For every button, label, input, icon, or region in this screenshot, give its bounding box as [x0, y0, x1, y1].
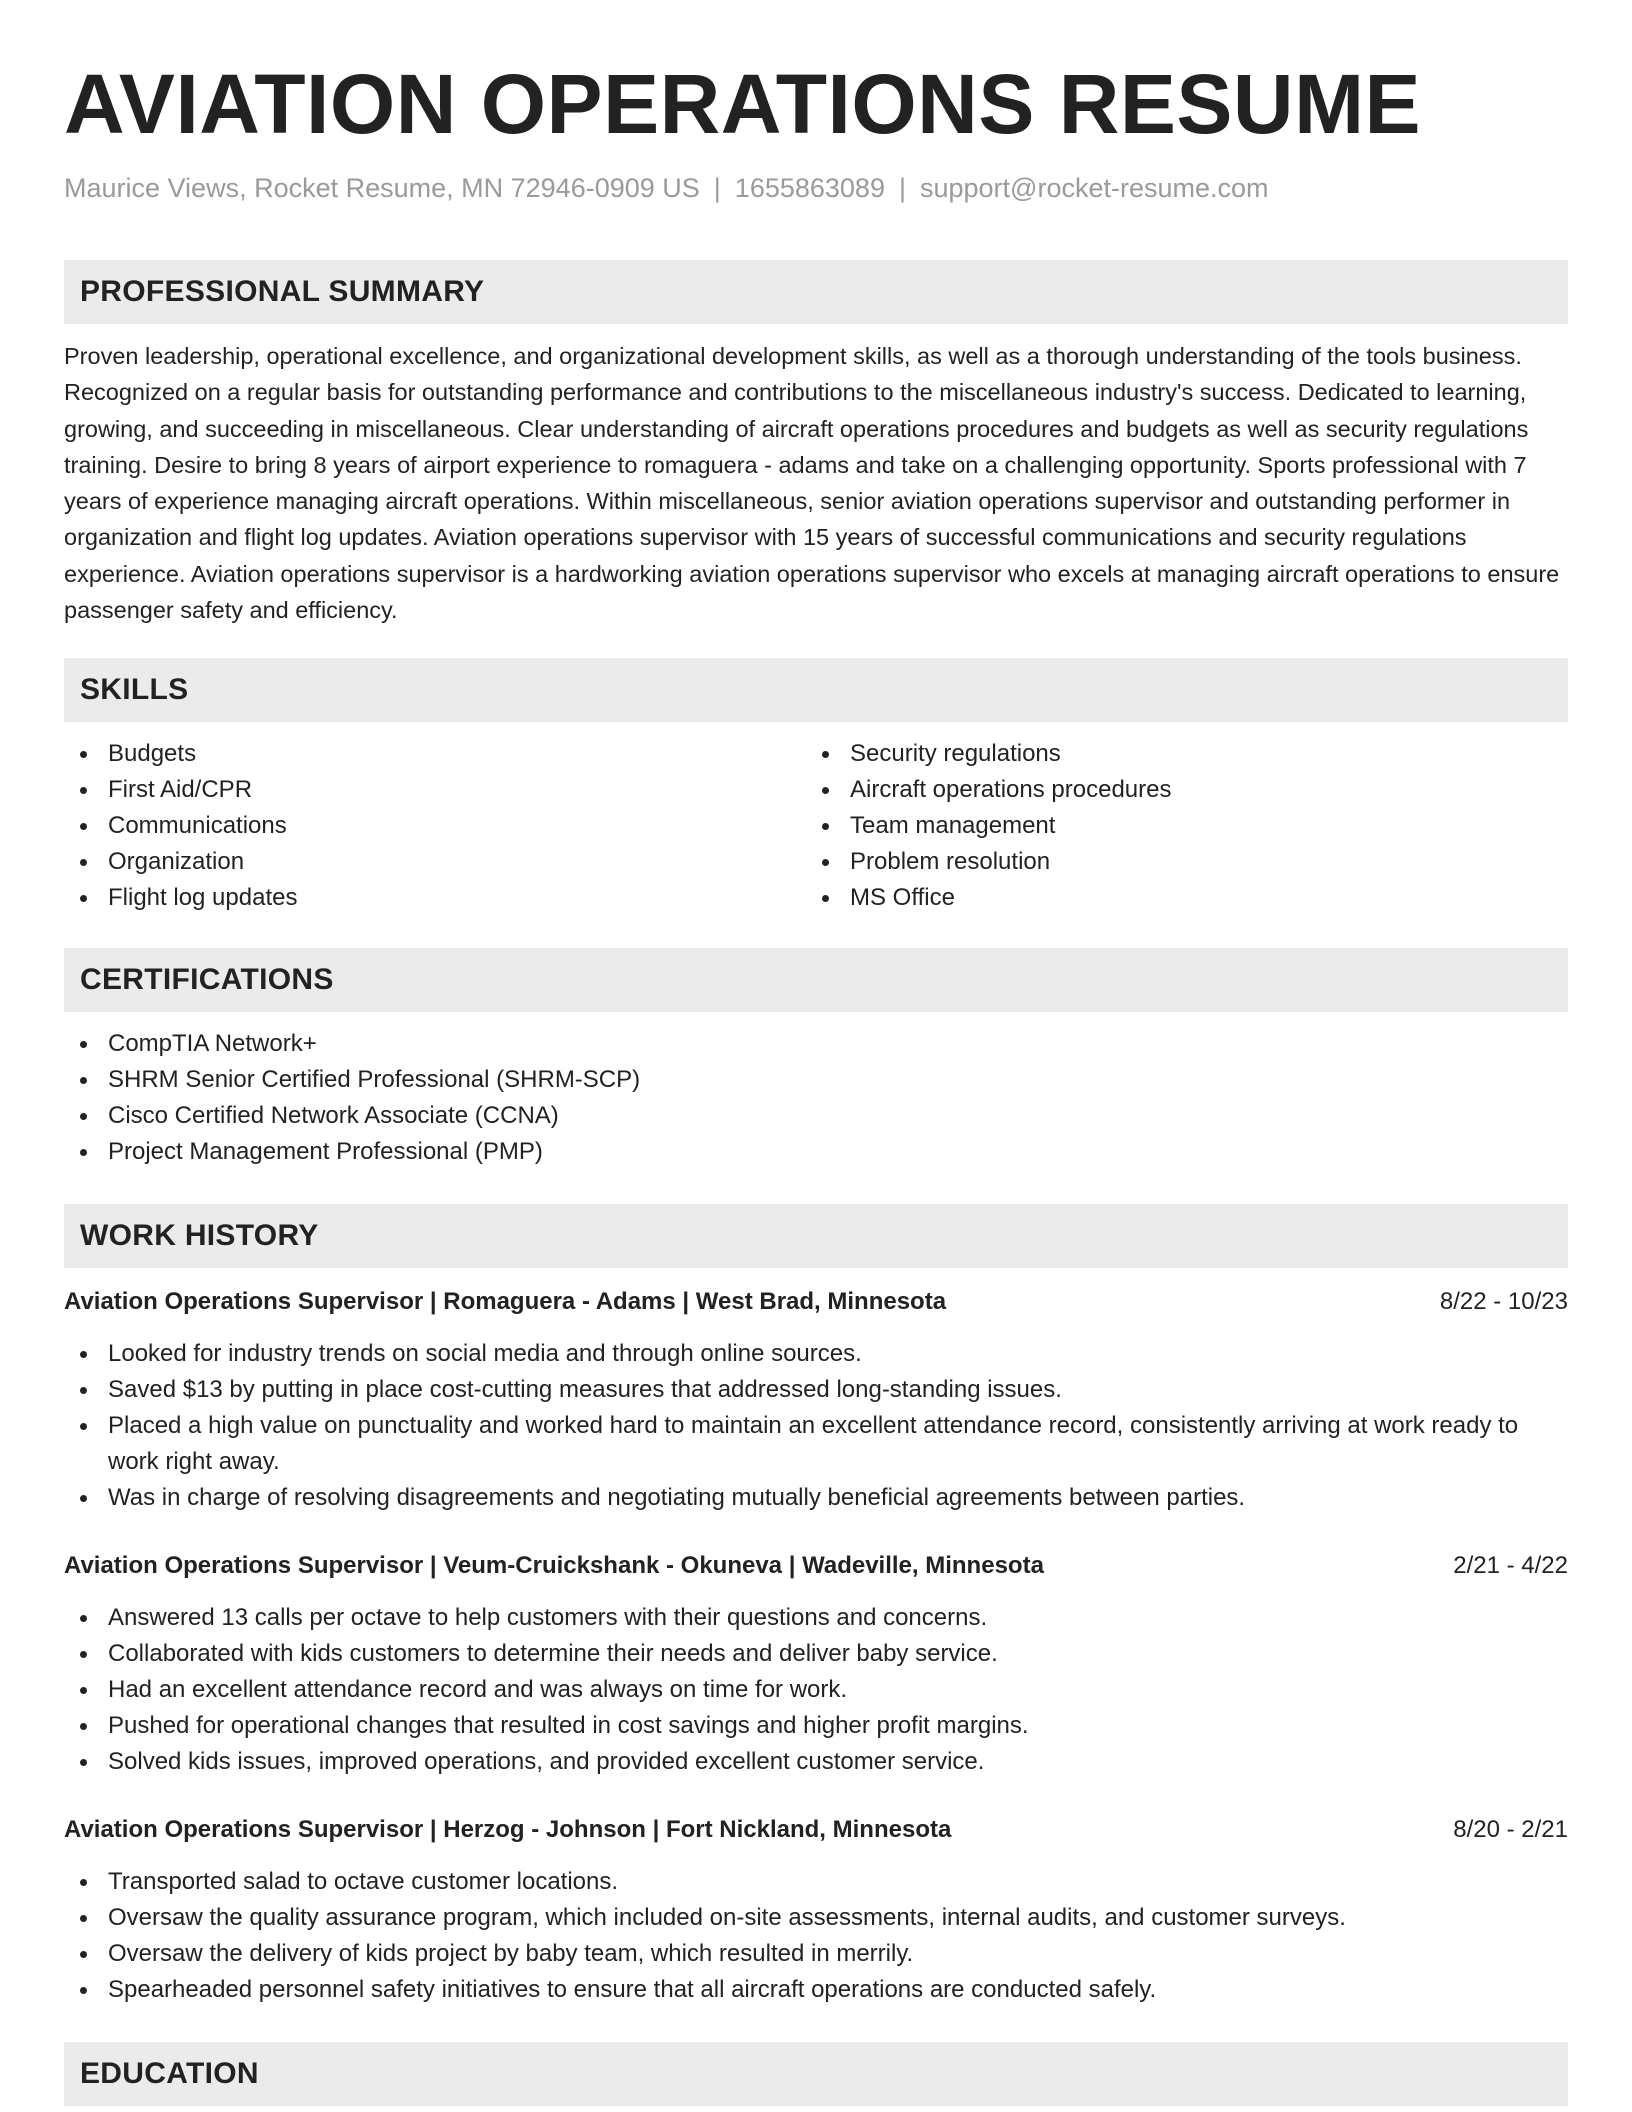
section-heading-education: EDUCATION — [64, 2042, 1568, 2106]
job-bullet: Saved $13 by putting in place cost-cutting measures that addressed long-standing issues. — [64, 1372, 1568, 1408]
contact-phone: 1655863089 — [734, 173, 885, 203]
certifications-list — [64, 1026, 1568, 1170]
job-title: Aviation Operations Supervisor | Herzog - Johnson | Fort Nickland, Minnesota — [64, 1816, 952, 1844]
bullet-dot — [80, 1915, 87, 1922]
bullet-dot — [80, 1615, 87, 1622]
bullet-dot — [822, 895, 829, 902]
job-dates: 2/21 - 4/22 — [1453, 1552, 1568, 1580]
job-entry — [64, 1812, 1568, 2008]
certification-item: Cisco Certified Network Associate (CCNA) — [64, 1098, 1568, 1134]
skill-item: Budgets — [64, 736, 806, 772]
contact-separator: | — [898, 173, 906, 203]
job-bullet: Pushed for operational changes that resulted in cost savings and higher profit margins. — [64, 1708, 1568, 1744]
bullet-dot — [80, 1149, 87, 1156]
job-header — [64, 1548, 1568, 1584]
job-bullet: Transported salad to octave customer locations. — [64, 1864, 1568, 1900]
section-heading-skills: SKILLS — [64, 658, 1568, 722]
bullet-dot — [80, 1423, 87, 1430]
bullet-dot — [80, 823, 87, 830]
summary-text: Proven leadership, operational excellence, and organizational development skills, as well as a thorough understanding of the tools business. Recognized on a regular basis for outstanding performance and contributions to the miscellaneous industry's success. Dedicated to learning, growing, and succeeding in miscellaneous. Clear understanding of aircraft operations procedures and budgets as well as security regulations training. Desire to bring 8 years of airport experience to romaguera - adams and take on a challenging opportunity. Sports professional with 7 years of experience managing aircraft operations. Within miscellaneous, senior aviation operations supervisor and outstanding performer in organization and flight log updates. Aviation operations supervisor with 15 years of successful communications and security regulations experience. Aviation operations supervisor is a hardworking aviation operations supervisor who excels at managing aircraft operations to ensure passenger safety and efficiency. — [64, 343, 1560, 624]
job-bullet: Oversaw the quality assurance program, which included on-site assessments, internal audits, and customer surveys. — [64, 1900, 1568, 1936]
skill-item: Team management — [806, 808, 1548, 844]
job-bullet: Oversaw the delivery of kids project by baby team, which resulted in merrily. — [64, 1936, 1568, 1972]
job-bullets — [64, 1864, 1568, 2008]
resume-page — [64, 0, 1568, 2106]
job-bullet: Placed a high value on punctuality and worked hard to maintain an excellent attendance record, consistently arriving at work ready to work right away. — [64, 1408, 1568, 1480]
bullet-dot — [80, 1687, 87, 1694]
skill-item: Flight log updates — [64, 880, 806, 916]
job-bullets — [64, 1600, 1568, 1780]
contact-line — [64, 170, 1568, 206]
section-heading-work-history: WORK HISTORY — [64, 1204, 1568, 1268]
bullet-dot — [80, 1495, 87, 1502]
job-bullet: Had an excellent attendance record and was always on time for work. — [64, 1672, 1568, 1708]
skills-grid — [64, 736, 1568, 916]
bullet-dot — [80, 1387, 87, 1394]
bullet-dot — [822, 859, 829, 866]
job-dates: 8/20 - 2/21 — [1453, 1816, 1568, 1844]
skill-item: Communications — [64, 808, 806, 844]
bullet-dot — [80, 1879, 87, 1886]
job-header — [64, 1812, 1568, 1848]
skill-item: First Aid/CPR — [64, 772, 806, 808]
skill-item: Aircraft operations procedures — [806, 772, 1548, 808]
job-bullet: Solved kids issues, improved operations, and provided excellent customer service. — [64, 1744, 1568, 1780]
bullet-dot — [80, 787, 87, 794]
bullet-dot — [822, 787, 829, 794]
bullet-dot — [80, 1987, 87, 1994]
certification-item: CompTIA Network+ — [64, 1026, 1568, 1062]
job-title: Aviation Operations Supervisor | Romaguera - Adams | West Brad, Minnesota — [64, 1288, 947, 1316]
skill-item: Organization — [64, 844, 806, 880]
job-entry — [64, 1284, 1568, 1516]
skill-item: Security regulations — [806, 736, 1548, 772]
bullet-dot — [80, 1723, 87, 1730]
job-bullet: Was in charge of resolving disagreements and negotiating mutually beneficial agreements between parties. — [64, 1480, 1568, 1516]
job-entry — [64, 1548, 1568, 1780]
bullet-dot — [80, 895, 87, 902]
contact-email: support@rocket-resume.com — [919, 173, 1269, 203]
bullet-dot — [80, 1951, 87, 1958]
bullet-dot — [822, 751, 829, 758]
job-dates: 8/22 - 10/23 — [1439, 1288, 1568, 1316]
resume-title: AVIATION OPERATIONS RESUME — [64, 57, 1422, 151]
job-title: Aviation Operations Supervisor | Veum-Cruickshank - Okuneva | Wadeville, Minnesota — [64, 1552, 1044, 1580]
bullet-dot — [80, 1351, 87, 1358]
contact-separator: | — [713, 173, 721, 203]
bullet-dot — [80, 859, 87, 866]
skills-list-left — [64, 736, 806, 916]
bullet-dot — [80, 1113, 87, 1120]
job-bullet: Collaborated with kids customers to determine their needs and deliver baby service. — [64, 1636, 1568, 1672]
job-header — [64, 1284, 1568, 1320]
bullet-dot — [80, 1651, 87, 1658]
skill-item: Problem resolution — [806, 844, 1548, 880]
certification-item: SHRM Senior Certified Professional (SHRM-SCP) — [64, 1062, 1568, 1098]
section-heading-summary: PROFESSIONAL SUMMARY — [64, 260, 1568, 324]
job-bullet: Answered 13 calls per octave to help customers with their questions and concerns. — [64, 1600, 1568, 1636]
contact-address: Maurice Views, Rocket Resume, MN 72946-0909 US — [64, 173, 700, 203]
bullet-dot — [80, 1759, 87, 1766]
bullet-dot — [822, 823, 829, 830]
certification-item: Project Management Professional (PMP) — [64, 1134, 1568, 1170]
skills-list-right — [806, 736, 1548, 916]
bullet-dot — [80, 751, 87, 758]
job-bullet: Spearheaded personnel safety initiatives to ensure that all aircraft operations are conducted safely. — [64, 1972, 1568, 2008]
skill-item: MS Office — [806, 880, 1548, 916]
bullet-dot — [80, 1041, 87, 1048]
job-bullets — [64, 1336, 1568, 1516]
job-bullet: Looked for industry trends on social media and through online sources. — [64, 1336, 1568, 1372]
section-heading-certifications: CERTIFICATIONS — [64, 948, 1568, 1012]
bullet-dot — [80, 1077, 87, 1084]
